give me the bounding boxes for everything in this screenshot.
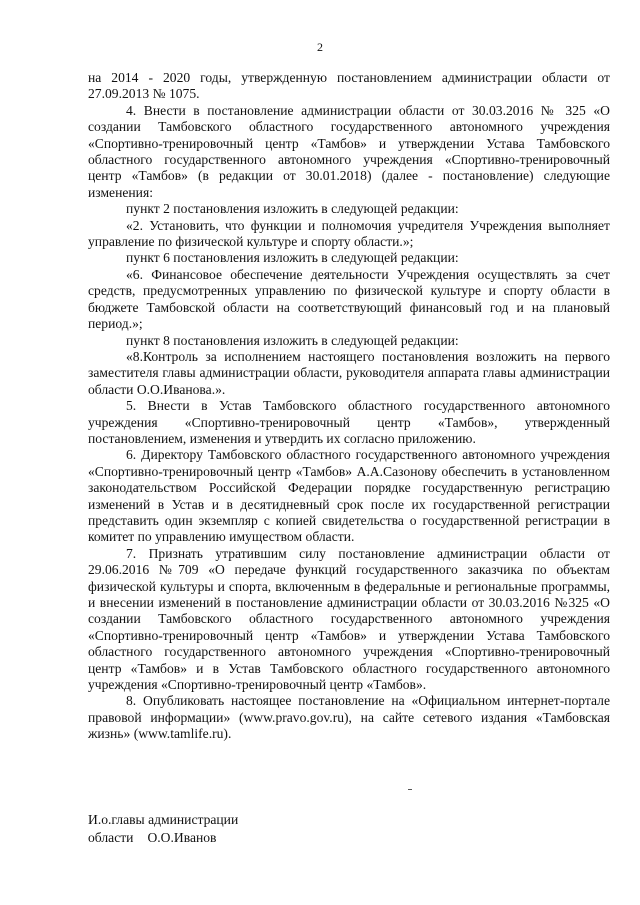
paragraph-point-2-text: «2. Установить, что функции и полномочия учредителя Учреждения выполняет управление по физической культуре и спорту области.»;	[88, 217, 610, 250]
paragraph-point-6-intro: пункт 6 постановления изложить в следующей редакции:	[126, 250, 459, 266]
signature-position-region: области	[88, 830, 134, 845]
paragraph-item-6: 6. Директору Тамбовского областного государственного автономного учреждения «Спортивно-тренировочный центр «Тамбов» А.А.Сазонову обеспечить в установленном законодательством Российской Федерации порядке государственную регистрацию изменений в Устав и в десятидневный срок после их государственной регистрации представить один экземпляр с копией свидетельства о государственной регистрации в комитет по управлению имуществом области.	[88, 447, 610, 545]
paragraph-item-4: 4. Внести в постановление администрации области от 30.03.2016 № 325 «О создании Тамбовского областного государственного автономного учреждения «Спортивно-тренировочный центр «Тамбов» и утверждении Устава Тамбовского областного государственного автономного учреждения «Спортивно-тренировочный центр «Тамбов» (в редакции от 30.01.2018) (далее - постановление) следующие изменения:	[88, 102, 610, 200]
page-number: 2	[317, 40, 323, 54]
document-body	[88, 70, 610, 743]
signature-position-line1: И.о.главы администрации	[88, 812, 239, 827]
paragraph-item-5: 5. Внести в Устав Тамбовского областного государственного автономного учреждения «Спортивно-тренировочный центр «Тамбов», утвержденный постановлением, изменения и утвердить их согласно приложению.	[88, 398, 610, 446]
paragraph-point-2-intro: пункт 2 постановления изложить в следующей редакции:	[126, 201, 459, 217]
paragraph-point-6-text: «6. Финансовое обеспечение деятельности Учреждения осуществлять за счет средств, предусмотренных управлению по физической культуре и спорту области в бюджете Тамбовской области на соответствующий финансовый год и на плановый период.»;	[88, 266, 610, 332]
signature-position-line2	[88, 829, 238, 847]
signatory-name: О.О.Иванов	[147, 830, 217, 845]
scan-mark	[408, 789, 412, 790]
paragraph-point-8-text: «8.Контроль за исполнением настоящего постановления возложить на первого заместителя главы администрации области, руководителя аппарата главы администрации области О.О.Иванова.».	[88, 348, 610, 397]
signature-block	[88, 811, 238, 847]
paragraph-item-8: 8. Опубликовать настоящее постановление на «Официальном интернет-портале правовой информации» (www.pravo.gov.ru), на сайте сетевого издания «Тамбовская жизнь» (www.tamlife.ru).	[88, 693, 610, 742]
paragraph-continuation: на 2014 - 2020 годы, утвержденную постановлением администрации области от 27.09.2013 № 1075.	[88, 70, 610, 102]
paragraph-point-8-intro: пункт 8 постановления изложить в следующей редакции:	[126, 332, 459, 348]
paragraph-item-7: 7. Признать утратившим силу постановление администрации области от 29.06.2016 №709 «О передаче функций государственного заказчика по объектам физической культуры и спорта, включенным в федеральные и региональные программы, и внесении изменений в постановление администрации области от 30.03.2016 №325 «О создании Тамбовского областного государственного автономного учреждения «Спортивно-тренировочный центр «Тамбов» и утверждении Устава Тамбовского областного государственного автономного учреждения «Спортивно-тренировочный центр «Тамбов» и в Устав Тамбовского областного государственного автономного учреждения «Спортивно-тренировочный центр «Тамбов».	[88, 545, 610, 693]
